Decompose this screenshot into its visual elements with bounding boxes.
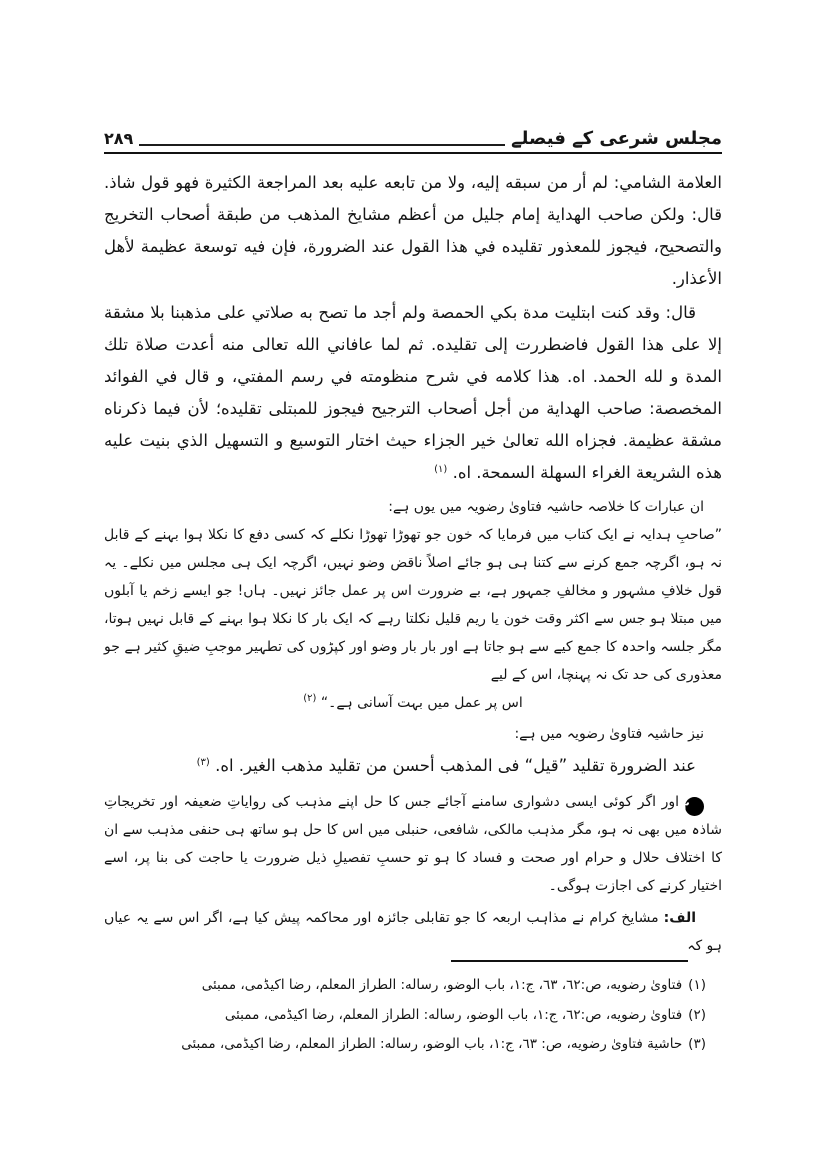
numbered-item-2 xyxy=(104,788,722,900)
header-rule xyxy=(104,152,722,154)
footnote-ref-2: (٢) xyxy=(303,693,317,704)
urdu-quote-end-text: اس پر عمل میں بہت آسانی ہے۔“ xyxy=(320,695,523,711)
footnote-2 xyxy=(104,1001,722,1031)
arabic-passage-qala xyxy=(104,297,722,489)
page-body xyxy=(104,167,722,960)
footnote-3 xyxy=(104,1030,722,1060)
item-alif-text: مشایخ کرام نے مذاہب اربعہ کا جو تقابلی جائزہ اور محاکمہ پیش کیا ہے، اگر اس سے یہ عیاں ہو کہ xyxy=(104,910,722,954)
footnote-2-marker: (٢) xyxy=(688,1006,706,1023)
urdu-quote-last-line xyxy=(104,689,722,717)
header-leader-rule xyxy=(139,144,505,146)
arabic-passage-darura-text: عند الضرورة تقليد ”قيل“ فى المذهب أحسن من تقليد مذهب الغير. اه. xyxy=(215,756,696,775)
arabic-passage-darura xyxy=(104,750,722,782)
page-header xyxy=(104,128,722,151)
urdu-intro-neez: نیز حاشیہ فتاویٰ رضویہ میں ہے: xyxy=(514,726,704,742)
footnote-2-text: فتاوىٰ رضويه، ص:٦٢، ج:١، باب الوضو، رساله: الطراز المعلم، رضا اكيڈمى، ممبئى xyxy=(224,1006,683,1023)
footnote-1-text: فتاوىٰ رضويه، ص:٦٢، ٦٣، ج:١، باب الوضو، رساله: الطراز المعلم، رضا اكيڈمى، ممبئى xyxy=(201,977,683,993)
footnotes-section xyxy=(104,960,722,1060)
footnote-rule xyxy=(451,960,688,962)
arabic-passage-qala-text: قال: وقد كنت ابتليت مدة بكي الحمصة ولم أجد ما تصح به صلاتي على مذهبنا بلا مشقة إلا على هذا القول فاضطررت إلى تقليده. ثم لما عافاني الله تعالى منه أعدت صلاة تلك المدة و لله الحمد. اه. هذا كلامه في شرح منظومته في رسم المفتي، و قال في الفوائد المخصصة: صاحب الهداية من أجل أصحاب الترجيح فيجوز للمبتلى تقليده؛ لأن فيما ذكرناه مشقة عظيمة. فجزاه الله تعالىٰ خير الجزاء حيث اختار التوسيع و التسهيل الذي بنيت عليه هذه الشريعة الغراء السهلة السمحة. اه. xyxy=(104,303,722,482)
page-number: ۲۸۹ xyxy=(104,129,134,148)
running-title: مجلس شرعی کے فیصلے xyxy=(511,128,722,149)
footnote-1-marker: (١) xyxy=(688,977,706,993)
item-alif xyxy=(104,904,722,960)
numbered-item-2-text: اور اگر کوئی ایسی دشواری سامنے آجائے جس کا حل اپنے مذہب کی روایاتِ ضعیفہ اور تخریجاتِ شاذہ میں بھی نہ ہو، مگر مذہب مالکی، شافعی، حنبلی میں اس کا حل ہو ساتھ ہی حنفی مذہب سے ان کا اختلاف حلال و حرام اور صحت و فساد کا ہو تو حسبِ تفصیلِ ذیل ضرورت یا حاجت کی بنا پر، اسے اختیار کرنے کی اجازت ہوگی۔ xyxy=(104,794,722,894)
item-alif-label: الف: xyxy=(663,910,696,926)
item-number-badge: ۲ xyxy=(685,797,704,816)
footnote-3-marker: (٣) xyxy=(688,1036,706,1052)
urdu-quote: ”صاحبِ ہدایہ نے ایک کتاب میں فرمایا کہ خون جو تھوڑا تھوڑا نکلے کہ کسی دفع کا نکلا ہوا بہنے کے قابل نہ ہو، اگرچہ جمع کرنے سے کتنا ہی ہو جائے اصلاً ناقض وضو نہیں، اگرچہ ایک ہی مجلس میں نکلے۔ یہ قول خلافِ مشہور و مخالفِ جمہور ہے، بے ضرورت اس پر عمل جائز نہیں۔ ہاں! جو ایسے زخم یا آبلوں میں مبتلا ہو جس سے اکثر وقت خون یا ریم قلیل نکلتا رہے کہ ایک بار کا نکلا ہوا بہنے کے قابل نہیں ہوتا، مگر جلسہ واحدہ کا جمع کیے سے ہو جاتا ہے اور بار بار وضو اور کپڑوں کی تطہیر موجبِ ضیقِ کثیر ہے جو معذوری کی حد تک نہ پہنچا، اس کے لیے xyxy=(104,527,722,683)
footnote-ref-3: (٣) xyxy=(196,757,210,768)
arabic-passage-shami: العلامة الشامي: لم أر من سبقه إليه، ولا من تابعه عليه بعد المراجعة الكثيرة فهو قول شاذ. قال: ولكن صاحب الهداية إمام جليل من أعظم مشايخ المذهب من طبقة أصحاب التخريج والتصحيح، فيجوز للمعذور تقليده في هذا القول عند الضرورة، فإن فيه توسعة عظيمة لأهل الأعذار. xyxy=(104,173,722,288)
footnote-3-text: حاشية فتاوىٰ رضويه، ص: ٦٣، ج:١، باب الوضو، رساله: الطراز المعلم، رضا اكيڈمى، ممبئى xyxy=(181,1036,683,1052)
footnote-ref-1: (١) xyxy=(434,464,448,475)
footnote-1 xyxy=(104,971,722,1001)
urdu-intro-khulasa: ان عبارات کا خلاصہ حاشیہ فتاویٰ رضویہ میں یوں ہے: xyxy=(388,499,704,515)
